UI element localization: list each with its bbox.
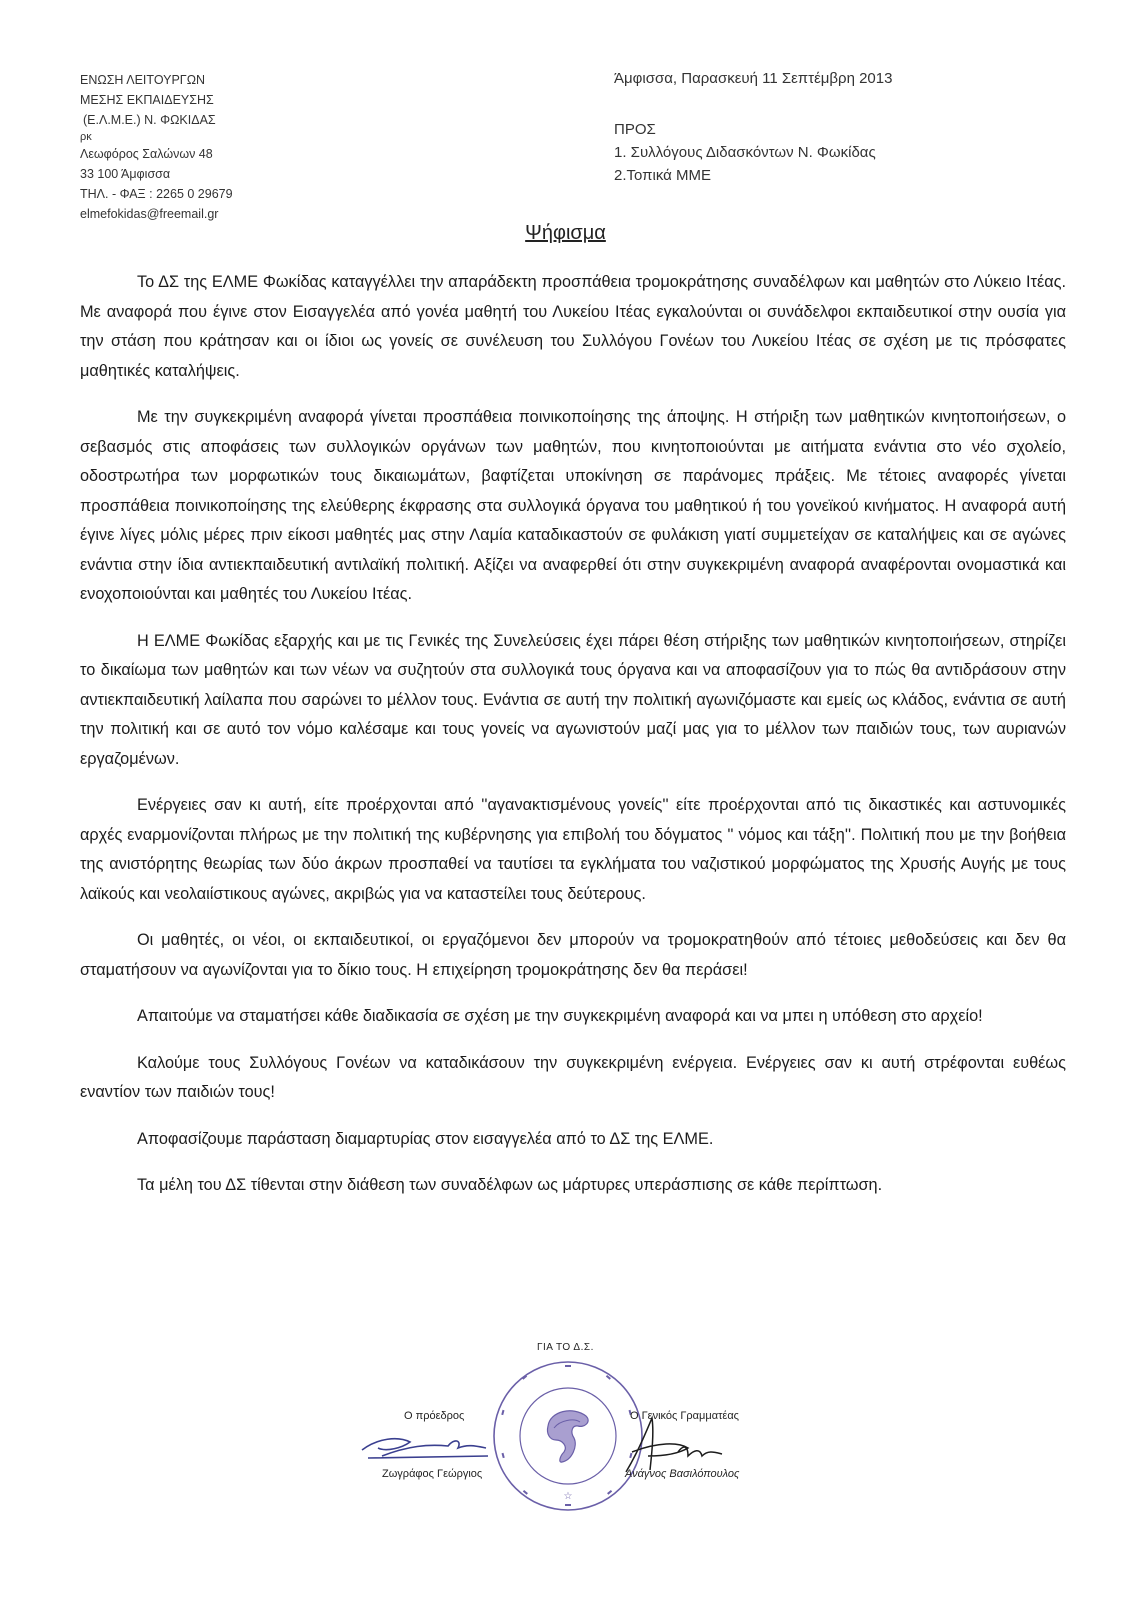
right-signatory-name: Ανάγνος Βασιλόπουλος (625, 1468, 740, 1480)
recipients-block (614, 118, 876, 187)
recipients-label: ΠΡΟΣ (614, 121, 656, 138)
paragraph: Με την συγκεκριμένη αναφορά γίνεται προσπάθεια ποινικοποίησης της άποψης. Η στήριξη των μαθητικών κινητοποιήσεων, ο σεβασμός στις αποφάσεις των συλλογικών οργάνων των μαθητών, που κινητοποιούνται με αιτήματα ενάντια στο νέο σχολείο, οδοστρωτήρα των μορφωτικών τους δικαιωμάτων, βαφτίζεται υποκίνηση σε παράνομες πράξεις. Με τέτοιες αναφορές γίνεται προσπάθεια ποινικοποίησης της ελεύθερης έκφρασης στα συλλογικά όργανα του μαθητικού ή του γονεϊκού κινήματος. Η αναφορά αυτή έγινε λίγες μόλις μέρες πριν είκοσι μαθητές μας στην Λαμία καταδικαστούν σε φυλάκιση γιατί συμμετείχαν σε καταλήψεις και σε αγώνες ενάντια στην ίδια αντιεκπαιδευτική αντιλαϊκή πολιτική. Αξίζει να αναφερθεί ότι στην συγκεκριμένη αναφορά αναφέρονται ονομαστικά και ενοχοποιούνται και μαθητές του Λυκείου Ιτέας. (80, 408, 1066, 603)
sender-line-4: ρκ (80, 131, 92, 143)
sender-postcode: 33 100 Άμφισσα (80, 167, 171, 181)
paragraph: Καλούμε τους Συλλόγους Γονέων να καταδικάσουν την συγκεκριμένη ενέργεια. Ενέργειες σαν κι αυτή στρέφονται ευθέως εναντίον των παιδιών τους! (80, 1053, 1066, 1101)
left-signatory-role: Ο πρόεδρος (404, 1410, 465, 1422)
sender-line-1: ΕΝΩΣΗ ΛΕΙΤΟΥΡΓΩΝ (80, 73, 206, 87)
paragraph: Η ΕΛΜΕ Φωκίδας εξαρχής και με τις Γενικές της Συνελεύσεις έχει πάρει θέση στήριξης των μαθητικών κινητοποιήσεων, στηρίζει το δικαίωμα των μαθητών και των νέων να συζητούν στα συλλογικά τους όργανα και να αποφασίζουν για το πώς θα αντιδράσουν στην αντιεκπαιδευτική λαίλαπα που σαρώνει το μέλλον τους. Ενάντια σε αυτή την πολιτική αγωνιζόμαστε και εμείς ως κλάδος, ενάντια σε αυτή την πολιτική και σε αυτό τον νόμο καλέσαμε και τους γονείς να αγωνιστούν μαζί μας για το μέλλον των παιδιών τους, των αυριανών εργαζομένων. (80, 631, 1066, 768)
signature-header: ΓΙΑ ΤΟ Δ.Σ. (537, 1342, 594, 1353)
sender-line-2: ΜΕΣΗΣ ΕΚΠΑΙΔΕΥΣΗΣ (80, 93, 214, 107)
paragraph: Ενέργειες σαν κι αυτή, είτε προέρχονται από ''αγανακτισμένους γονείς'' είτε προέρχονται από τις δικαστικές και αστυνομικές αρχές εναρμονίζονται πλήρως με την πολιτική της κυβέρνησης για επιβολή του δόγματος '' νόμος και τάξη''. Πολιτική που με την βοήθεια της ανιστόρητης θεωρίας των δύο άκρων προσπαθεί να ταυτίσει τα εγκλήματα του ναζιστικού μορφώματος της Χρυσής Αυγής με τους λαϊκούς και νεολαιίστικους αγώνες, ακριβώς για να καταστείλει τους δεύτερους. (80, 796, 1066, 903)
document-body (80, 268, 1066, 1218)
left-signatory-name: Ζωγράφος Γεώργιος (382, 1468, 483, 1480)
paragraph: Οι μαθητές, οι νέοι, οι εκπαιδευτικοί, οι εργαζόμενοι δεν μπορούν να τρομοκρατηθούν από τέτοιες μεθοδεύσεις και δεν θα σταματήσουν να αγωνίζονται για το δίκιο τους. Η επιχείρηση τρομοκράτησης δεν θα περάσει! (80, 931, 1066, 979)
date-line: Άμφισσα, Παρασκευή 11 Σεπτέμβρη 2013 (614, 70, 893, 87)
paragraph: Τα μέλη του ΔΣ τίθενται στην διάθεση των συναδέλφων ως μάρτυρες υπεράσπισης σε κάθε περίπτωση. (137, 1176, 883, 1194)
sender-block (80, 70, 233, 224)
signature-block (0, 1328, 1131, 1518)
sender-phone: ΤΗΛ. - ΦΑΞ : 2265 0 29679 (80, 187, 233, 201)
paragraph: Το ΔΣ της ΕΛΜΕ Φωκίδας καταγγέλλει την απαράδεκτη προσπάθεια τρομοκράτησης συναδέλφων και μαθητών στο Λύκειο Ιτέας. Με αναφορά που έγινε στον Εισαγγελέα από γονέα μαθητή του Λυκείου Ιτέας εγκαλούνται οι συνάδελφοι εκπαιδευτικοί στην ουσία για την στάση που κράτησαν και οι ίδιοι ως γονείς σε συνέλευση του Συλλόγου Γονέων του Λυκείου Ιτέας σε σχέση με τις πρόσφατες μαθητικές καταλήψεις. (80, 273, 1066, 380)
paragraph: Αποφασίζουμε παράσταση διαμαρτυρίας στον εισαγγελέα από το ΔΣ της ΕΛΜΕ. (137, 1129, 714, 1148)
document-title: Ψήφισμα (525, 222, 606, 244)
sender-email: elmefokidas@freemail.gr (80, 207, 219, 221)
paragraph: Απαιτούμε να σταματήσει κάθε διαδικασία σε σχέση με την συγκεκριμένη αναφορά και να μπει η υπόθεση στο αρχείο! (137, 1007, 983, 1025)
recipient-item-1: 1. Συλλόγους Διδασκόντων Ν. Φωκίδας (614, 144, 876, 161)
sender-address: Λεωφόρος Σαλώνων 48 (80, 147, 213, 161)
president-signature-icon (358, 1428, 498, 1468)
recipient-item-2: 2.Τοπικά ΜΜΕ (614, 167, 711, 184)
right-signatory-role: Ο Γενικός Γραμματέας (630, 1410, 739, 1422)
sender-line-3: (Ε.Λ.Μ.Ε.) Ν. ΦΩΚΙΔΑΣ (83, 113, 216, 127)
svg-text:☆: ☆ (563, 1491, 573, 1502)
